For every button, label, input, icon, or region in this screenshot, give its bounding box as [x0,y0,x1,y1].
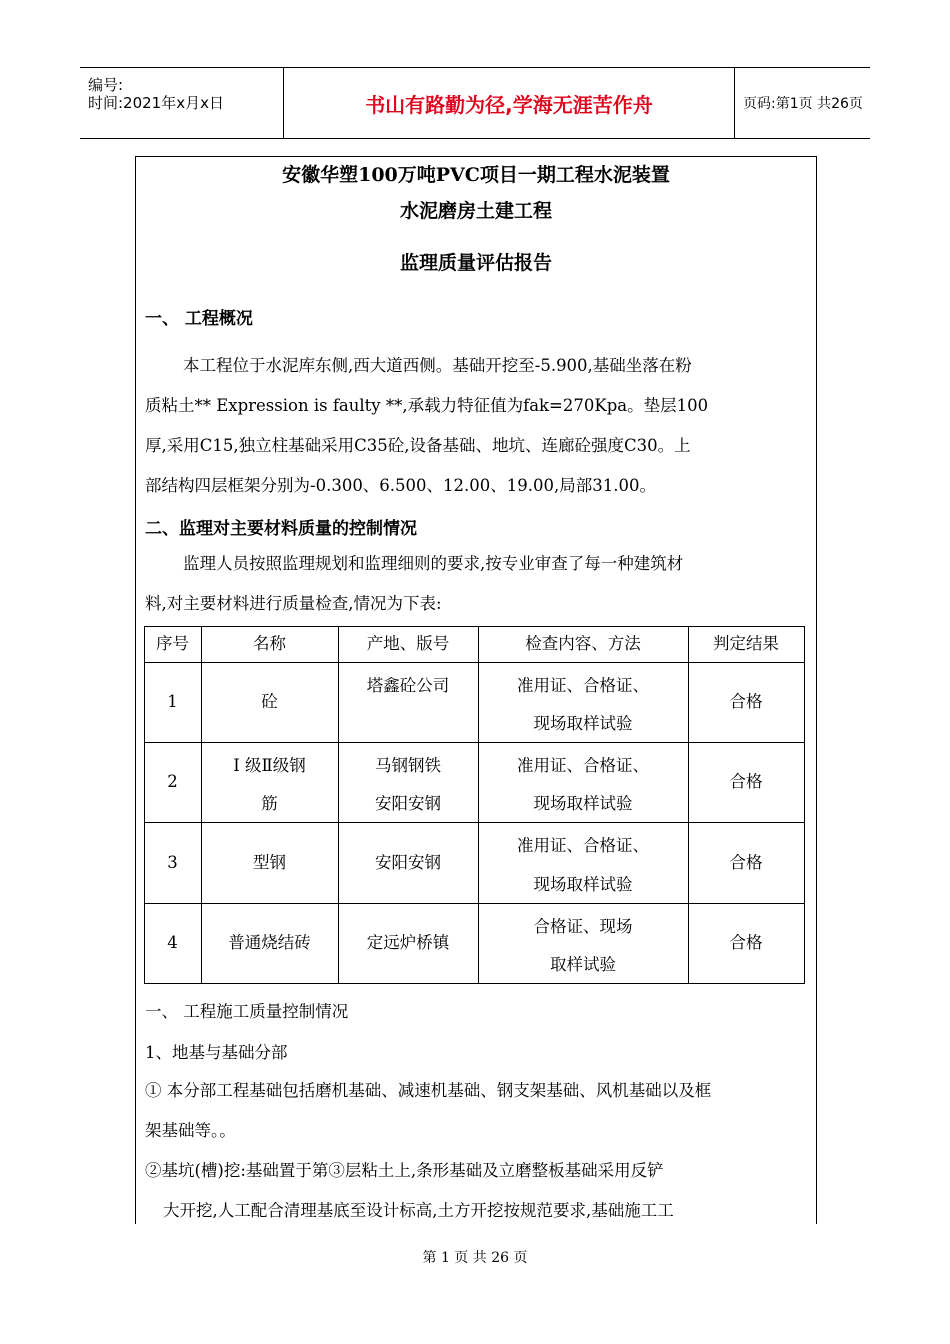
table-cell-check: 现场取样试验 [533,714,633,733]
table-cell-name: Ⅰ 级Ⅱ级钢 [233,756,306,775]
body-line: 监理人员按照监理规划和监理细则的要求,按专业审查了每一种建筑材 [183,554,684,573]
number-label: 编号: [88,76,124,94]
table-cell-result: 合格 [729,772,763,791]
section-1-body [145,346,809,506]
table-header-name: 名称 [253,634,286,653]
header-motto-cell [283,68,735,138]
body-line: ②基坑(槽)挖:基础置于第③层粘土上,条形基础及立磨整板基础采用反铲 [145,1161,664,1180]
table-cell-check: 准用证、合格证、 [517,756,649,775]
body-line: 厚,采用C15,独立柱基础采用C35砼,设备基础、地坑、连廊砼强度C30。上 [145,436,691,455]
table-cell-no: 4 [167,933,178,952]
table-cell-no: 1 [167,692,178,711]
table-header-no: 序号 [156,634,189,653]
motto-text: 书山有路勤为径,学海无涯苦作舟 [365,92,653,117]
title-line-2: 水泥磨房土建工程 [399,200,552,222]
title-line-1: 安徽华塑100万吨PVC项目一期工程水泥装置 [282,164,670,186]
table-cell-result: 合格 [729,933,763,952]
page-info: 页码:第1页 共26页 [743,96,863,112]
materials-table [144,626,805,984]
table-cell-origin: 马钢钢铁 [375,756,441,775]
page-footer: 第 1 页 共 26 页 [422,1250,528,1266]
table-cell-check: 取样试验 [550,955,616,974]
table-cell-check: 现场取样试验 [533,794,633,813]
body-line: 大开挖,人工配合清理基底至设计标高,土方开挖按规范要求,基础施工工 [163,1201,674,1220]
body-line: 架基础等。。 [145,1121,236,1140]
section-3-subheading: 1、地基与基础分部 [145,1043,288,1062]
table-cell-origin: 定远炉桥镇 [366,933,450,952]
body-line: 部结构四层框架分别为-0.300、6.500、12.00、19.00,局部31.00。 [145,476,657,495]
table-cell-no: 2 [167,772,178,791]
table-cell-check: 合格证、现场 [533,917,633,936]
header-meta [80,68,283,138]
body-line: 料,对主要材料进行质量检查,情况为下表: [145,594,442,613]
table-cell-name: 普通烧结砖 [228,933,311,952]
item-1-body [145,1071,809,1151]
table-cell-check: 准用证、合格证、 [517,676,649,695]
table-cell-result: 合格 [729,692,763,711]
table-cell-name: 砼 [261,692,278,711]
body-line: 本工程位于水泥库东侧,西大道西侧。基础开挖至-5.900,基础坐落在粉 [183,356,692,375]
table-cell-origin: 塔鑫砼公司 [366,676,450,695]
table-cell-check: 现场取样试验 [533,874,633,894]
section-1-heading: 一、 工程概况 [145,309,253,329]
table-cell-origin: 安阳安钢 [375,794,441,813]
date-label: 时间:2021年x月x日 [88,94,224,112]
section-3-heading: 一、 工程施工质量控制情况 [145,1002,349,1021]
table-header-origin: 产地、版号 [366,634,450,653]
table-cell-no: 3 [167,852,178,872]
table-cell-check: 准用证、合格证、 [517,836,649,855]
table-cell-name: 筋 [261,794,278,813]
title-line-3: 监理质量评估报告 [399,252,552,274]
section-2-body [145,544,809,624]
table-header-result: 判定结果 [713,634,779,653]
table-header-check: 检查内容、方法 [525,634,641,653]
table-cell-name: 型钢 [253,852,286,872]
table-cell-result: 合格 [729,852,763,872]
page-header [80,67,870,139]
table-cell-origin: 安阳安钢 [375,852,441,872]
body-line: ① 本分部工程基础包括磨机基础、减速机基础、钢支架基础、风机基础以及框 [145,1081,712,1100]
item-2-body [145,1151,809,1231]
section-2-heading: 二、监理对主要材料质量的控制情况 [145,519,417,539]
body-line: 质粘土** Expression is faulty **,承载力特征值为fak=270Kpa。垫层100 [145,396,709,415]
